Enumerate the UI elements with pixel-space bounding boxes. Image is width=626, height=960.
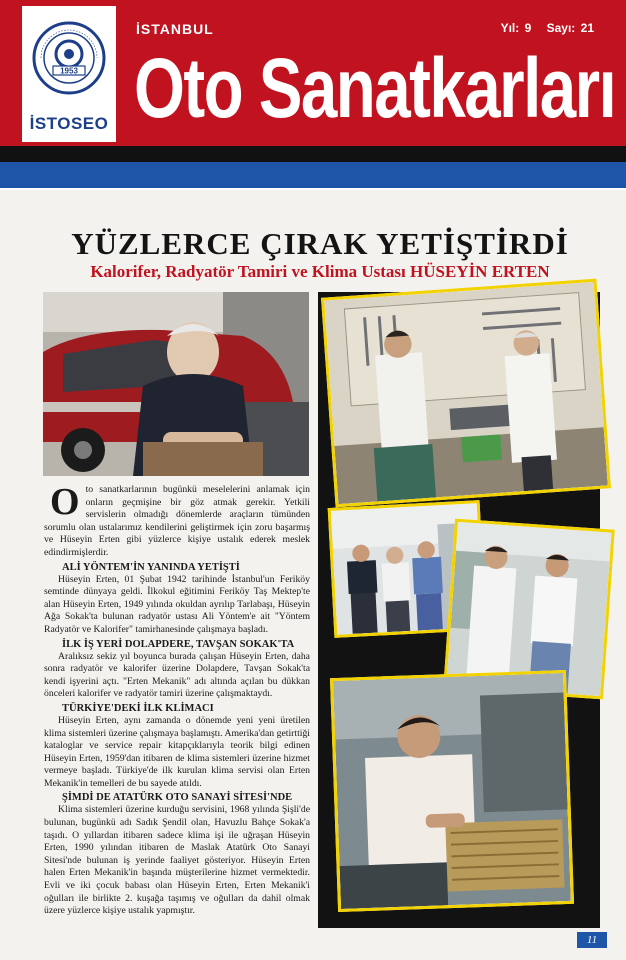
section-heading-2: İLK İŞ YERİ DOLAPDERE, TAVŞAN SOKAK'TA <box>62 638 295 650</box>
section-text-4: Klima sistemleri üzerine kurduğu servisini, 1968 yılında Şişli'de bulunan, bugünkü adı Sadık Şendil olan, Havuzlu Bahçe Sokak'a taşıdı. O yıllardan itibaren sadece klima işi ile uğraşan Hüseyin Erten, 1990 yılından itibaren de Maslak Atatürk Oto Sanayi Sitesi'nde bulunan iş yerinde faaliyet gösteriyor. Hüseyin Erten halen Erten Mekanik'in başında müşterilerine hizmet vermektedir. Evli ve iki çocuk babası olan Hüseyin Erten, Erten Mekanik'i oğulları ile birlikte 2. kuşağa taşımış ve oğulları da dahil olmak üzere yüzlerce kişiye ustalık yapmıştır. <box>44 804 310 917</box>
article-intro <box>44 481 310 560</box>
article-subhead: Kalorifer, Radyatör Tamiri ve Klima Ustası HÜSEYİN ERTEN <box>90 262 550 281</box>
section-heading-3: TÜRKİYE'DEKİ İLK KLİMACI <box>62 702 214 714</box>
masthead-black-band <box>0 146 626 162</box>
section-text-3: Hüseyin Erten, aynı zamanda o dönemde yeni yeni üretilen klima sistemleri üzerine çalışmaya başlamıştı. Amerika'dan getirttiği kataloglar ve service repair kitapçıklarıyla teorik bilgi edinen Hüseyin Erten, 1959'dan itibaren de klima sistemleri üzerine hizmet vermeye başladı. Türkiye'de ilk kurulan klima servisi olan Erten Mekanik'in temelleri de bu sayede atıldı. <box>44 714 310 789</box>
masthead-kicker: İSTANBUL <box>136 21 214 37</box>
page-number: 11 <box>577 932 607 948</box>
photo-workshop-tool-wall <box>321 279 611 508</box>
article-body <box>44 481 310 918</box>
article-headline: YÜZLERCE ÇIRAK YETİŞTİRDİ <box>71 226 569 261</box>
seal-logo-icon <box>31 14 107 114</box>
logo-year: 1953 <box>60 66 78 76</box>
photo-master-at-work <box>330 670 574 912</box>
drop-cap: O <box>50 481 80 523</box>
year-label: Yıl: 9 <box>500 21 532 35</box>
photo-man-with-red-car <box>43 292 309 476</box>
section-text-1: Hüseyin Erten, 01 Şubat 1942 tarihinde İstanbul'un Feriköy semtinde dünyaya geldi. İlkokul eğitimini Feriköy Taş Mektep'te alan Hüseyin Erten, 1949 yılında okuldan ayrılıp Tarlabaşı, Hüseyin Ağa Sokak'ta bulunan radyatör ustası Ali Yöntem'e ait "Yöntem Radyatör ve Kalorifer" tamirhanesinde çalışmaya başladı. <box>44 573 310 635</box>
section-heading-1: ALİ YÖNTEM'İN YANINDA YETİŞTİ <box>62 561 240 573</box>
section-heading-4: ŞİMDİ DE ATATÜRK OTO SANAYİ SİTESİ'NDE <box>62 792 293 804</box>
masthead-blue-band <box>0 162 626 188</box>
section-text-2: Aralıksız sekiz yıl boyunca burada çalışan Hüseyin Erten, daha sonra radyatör ve kalorifer üzerine Dolapdere, Tavşan Sokak'ta kendi işyerini açtı. "Erten Mekanik" adı altında açılan bu dükkan önceleri kalorifer ve radyatör tamiri üzerine çalışmaktaydı. <box>44 650 310 700</box>
istoseo-logo <box>22 6 116 142</box>
magazine-title: Oto Sanatkarları <box>134 41 616 135</box>
issue-number: Sayı: 21 <box>546 21 594 35</box>
intro-text: to sanatkarlarının bugünkü meselelerini anlamak için onların geçmişine bir göz atmak gerekir. Yetkili servislerin olmadığı dönemlerde araçların tümünden sorumlu olan ustalarımız kendilerini geliştirmek için zoru başarmış ve Hüseyin Erten gibi yüzlerce kişiye ustalık ederek meslek edindirmişlerdir. <box>44 484 310 558</box>
masthead <box>0 0 626 190</box>
logo-label: İSTOSEO <box>29 114 109 133</box>
issue-info <box>491 21 594 35</box>
